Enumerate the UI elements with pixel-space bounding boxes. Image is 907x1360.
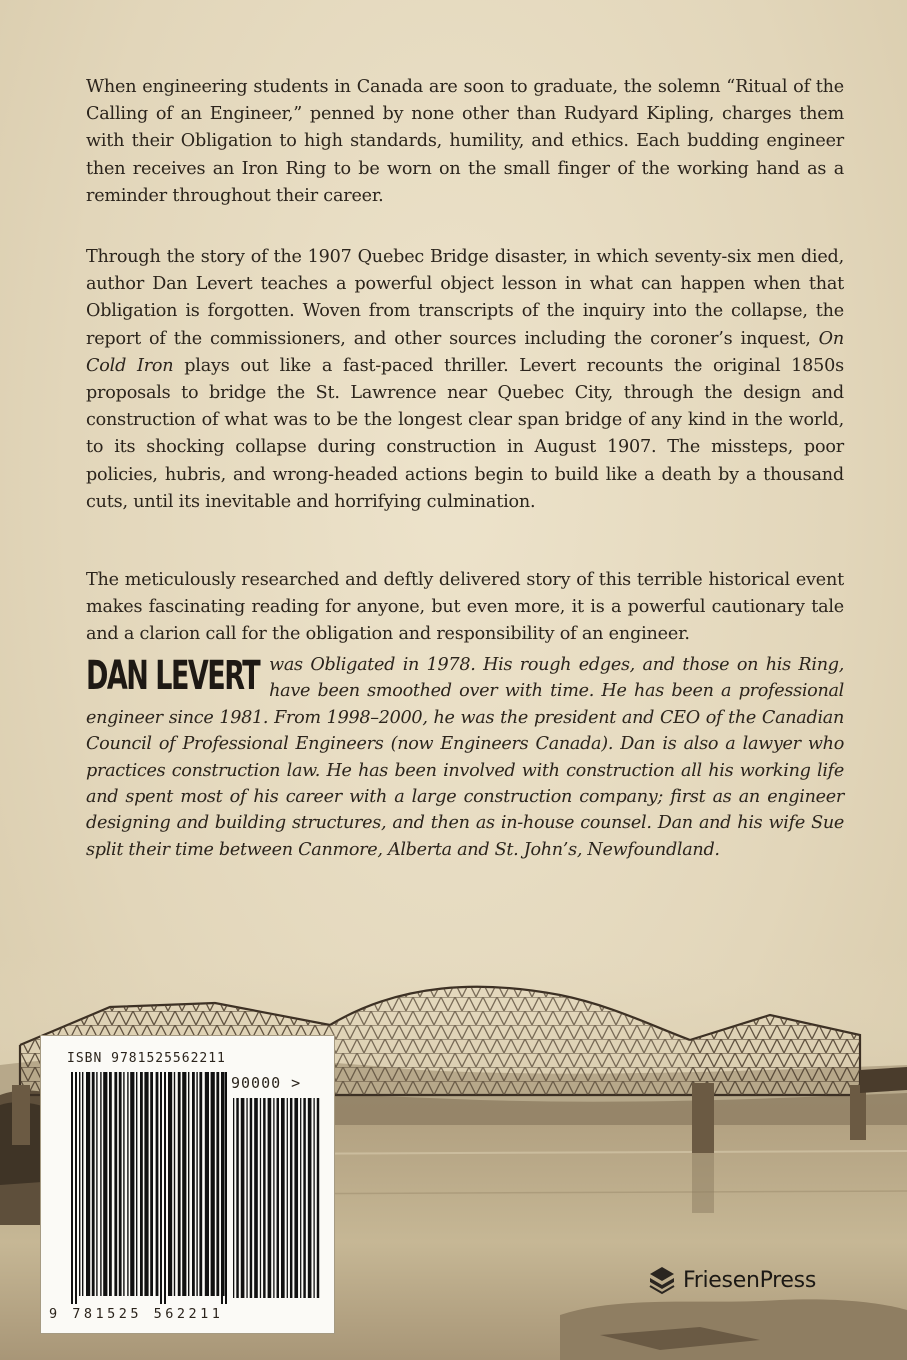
barcode-bar <box>221 1072 223 1304</box>
barcode-bar <box>79 1072 80 1296</box>
barcode-bar <box>236 1098 238 1298</box>
blurb-text: plays out like a fast-paced thriller. Levert recounts the original 1850s proposals to bridge the St. Lawrence near Quebec City, through the design and construction of what was to be the longest clear span bridge of any kind in the world, to its shocking collapse during construction in August 1907. The missteps, poor policies, hubris, and wrong-headed actions begin to build like a death by a thousand cuts, until its inevitable and horrifying culmination. <box>86 355 844 512</box>
barcode-bar <box>182 1072 186 1296</box>
blurb-paragraph-2 <box>86 244 844 516</box>
blurb-paragraph-3: The meticulously researched and deftly delivered story of this terrible historical event makes fascinating reading for anyone, but even more, it is a powerful cautionary tale and a clarion call for the obligation and responsibility of an engineer. <box>86 570 844 645</box>
barcode-bar <box>250 1098 252 1298</box>
barcode-bar <box>136 1072 137 1296</box>
barcode-bar <box>205 1072 209 1296</box>
barcode-bar <box>86 1072 90 1296</box>
barcode-bar <box>196 1072 197 1296</box>
price-code: 90000 > <box>231 1074 302 1092</box>
barcode-bar <box>178 1072 181 1296</box>
barcode-bar <box>254 1098 258 1298</box>
barcode-bar <box>281 1098 285 1298</box>
publisher-logo <box>647 1263 816 1297</box>
barcode-bar <box>287 1098 288 1298</box>
publisher-name: FriesenPress <box>683 1267 816 1293</box>
author-name: DAN LEVERT <box>86 652 260 700</box>
barcode-bar <box>263 1098 265 1298</box>
barcode-bar <box>241 1098 245 1298</box>
barcode-bar <box>127 1072 128 1296</box>
barcode-bar <box>273 1098 274 1298</box>
barcode-bar <box>313 1098 314 1298</box>
barcode-bar <box>225 1072 227 1304</box>
barcode-bar <box>277 1098 279 1298</box>
barcode-bar <box>144 1072 148 1296</box>
barcode-bar <box>294 1098 298 1298</box>
barcode-block <box>40 1035 335 1334</box>
ean-digits: 9 781525 562211 <box>49 1306 224 1322</box>
barcode-bar <box>199 1072 202 1296</box>
barcode-bar <box>211 1072 215 1296</box>
barcode-bar <box>317 1098 319 1298</box>
barcode-bar <box>260 1098 261 1298</box>
author-bio-section <box>86 652 844 863</box>
barcode-bar <box>164 1072 166 1304</box>
barcode-bar <box>123 1072 124 1296</box>
barcode-bar <box>130 1072 134 1296</box>
barcode-bar <box>96 1072 97 1296</box>
barcode-bar <box>303 1098 305 1298</box>
barcode-bar <box>100 1072 101 1296</box>
barcode-bar <box>114 1072 117 1296</box>
barcode-bar <box>109 1072 112 1296</box>
blurb-paragraph-1: When engineering students in Canada are soon to graduate, the solemn “Ritual of the Calling of an Engineer,” penned by none other than Rudyard Kipling, charges them with their Obligation to high standards, humility, and ethics. Each budding engineer then receives an Iron Ring to be worn on the small finger of the working hand as a reminder throughout their career. <box>86 77 844 206</box>
barcode-bar <box>192 1072 195 1296</box>
barcode-bar <box>268 1098 272 1298</box>
barcode-bar <box>92 1072 95 1296</box>
isbn-label: ISBN 9781525562211 <box>67 1051 226 1066</box>
barcode-bar <box>216 1072 219 1296</box>
barcode-graphic <box>41 1036 334 1333</box>
barcode-bar <box>188 1072 189 1296</box>
friesenpress-logo-icon <box>647 1265 677 1295</box>
barcode-bar <box>290 1098 292 1298</box>
barcode-bar <box>308 1098 312 1298</box>
barcode-bar <box>82 1072 83 1296</box>
barcode-bar <box>150 1072 153 1296</box>
barcode-bar <box>119 1072 122 1296</box>
book-title: On Cold Iron <box>86 328 844 376</box>
author-bio: was Obligated in 1978. His rough edges, and those on his Ring, have been smoothed over with time. He has been a professional engineer since 1981. From 1998–2000, he was the president and CEO of the Canadian Council of Professional Engineers (now Engineers Canada). Dan is also a lawyer who practices construction law. He has been involved with construction all his working life and spent most of his career with a large construction company; first as an engineer designing and building structures, and then as in-house counsel. Dan and his wife Sue split their time between Canmore, Alberta and St. John’s, Newfoundland. <box>86 655 844 860</box>
barcode-bar <box>246 1098 247 1298</box>
blurb-text: Through the story of the 1907 Quebec Bridge disaster, in which seventy-six men died, author Dan Levert teaches a powerful object lesson in what can happen when that Obligation is forgotten. Woven from transcripts of the inquiry into the collapse, the report of the commissioners, and other sources including the coroner’s inquest, <box>86 247 844 349</box>
barcode-bar <box>75 1072 77 1304</box>
barcode-bar <box>160 1072 162 1304</box>
barcode-bar <box>168 1072 172 1296</box>
barcode-bar <box>233 1098 234 1298</box>
barcode-bar <box>300 1098 301 1298</box>
barcode-bar <box>156 1072 159 1296</box>
barcode-bar <box>140 1072 143 1296</box>
barcode-bar <box>174 1072 175 1296</box>
barcode-bar <box>71 1072 73 1304</box>
barcode-bar <box>103 1072 107 1296</box>
